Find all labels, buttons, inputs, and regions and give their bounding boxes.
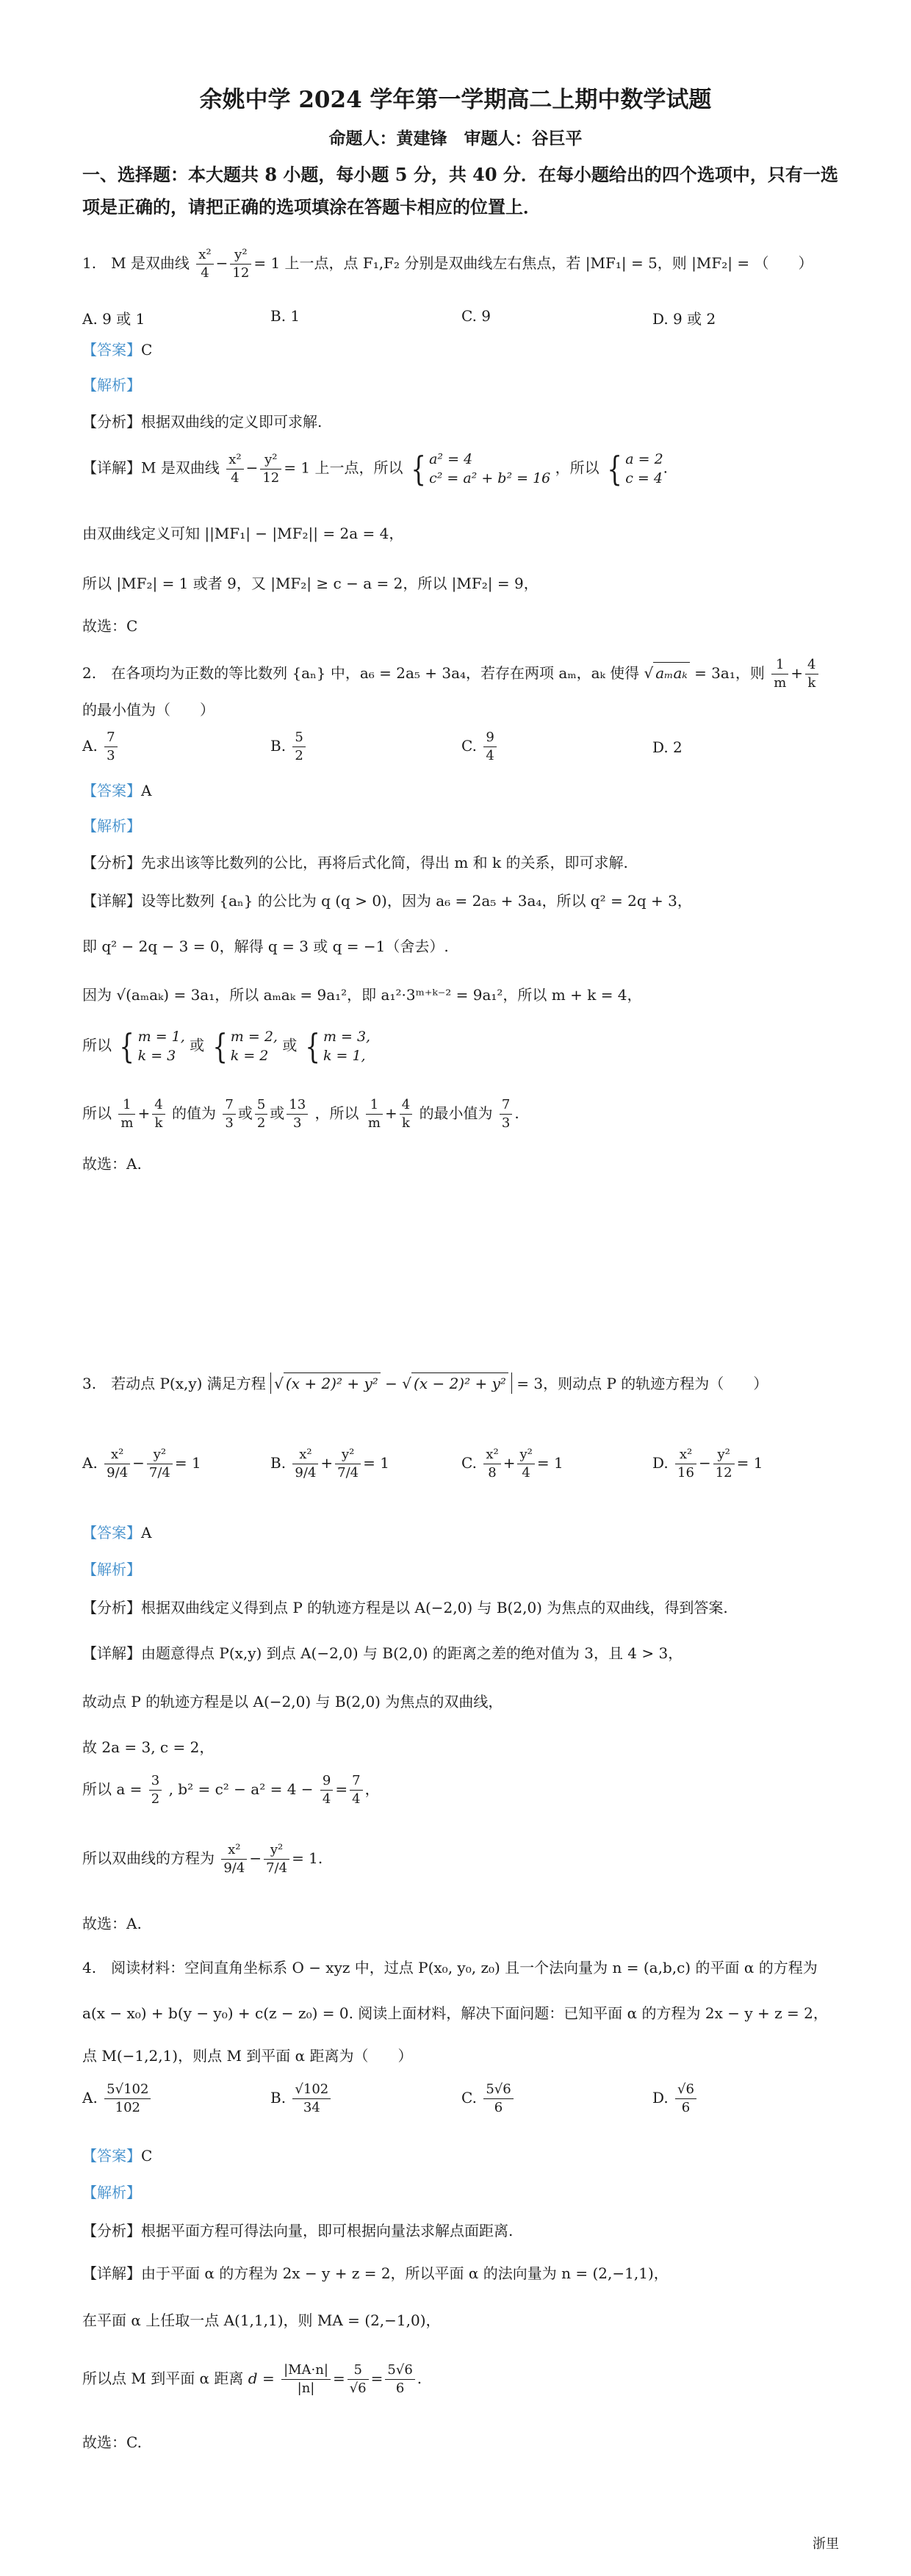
q2-answer: 【答案】A bbox=[82, 782, 152, 799]
q4-explain-label: 【解析】 bbox=[82, 2184, 141, 2201]
q3-option-b: B. $\frac{\text{x²}}{9/4}$ + $\frac{\text{y²}}{7/4}$ = 1 bbox=[270, 1447, 389, 1481]
q3-conclusion: 故选：A. bbox=[82, 1915, 142, 1932]
q3-option-c: C. $\frac{\text{x²}}{8}$ + $\frac{\text{y²}}{4}$ = 1 bbox=[461, 1447, 563, 1481]
q1-detail-line-2: 由双曲线定义可知 ||MF₁| − |MF₂|| = 2a = 4， bbox=[82, 525, 404, 542]
q1-stem: 1. M 是双曲线 $\frac{\text{x²}}{4}$ − $\frac{\text{y²}}{12}$ = 1 上一点，点 F₁,F₂ 分别是双曲线左右焦点，若 |MF₁| = 5，则 |MF₂| = （ ） bbox=[82, 247, 813, 281]
q4-option-b: B. $\frac{√102}{34}$ bbox=[270, 2081, 333, 2117]
q1-option-a: A. 9 或 1 bbox=[82, 310, 145, 328]
q1-analysis: 【分析】根据双曲线的定义即可求解. bbox=[82, 413, 323, 431]
q3-detail-line-2: 故动点 P 的轨迹方程是以 A(−2,0) 与 B(2,0) 为焦点的双曲线， bbox=[82, 1693, 503, 1710]
q1-conclusion: 故选：C bbox=[82, 617, 138, 635]
q4-detail-line-2: 在平面 α 上任取一点 A(1,1,1)，则 MA = (2,−1,0)， bbox=[82, 2311, 441, 2329]
q2-conclusion: 故选：A. bbox=[82, 1155, 142, 1173]
q1-answer: 【答案】C bbox=[82, 341, 153, 359]
q1-option-c: C. 9 bbox=[461, 307, 491, 325]
q3-detail: 【详解】由题意得点 P(x,y) 到点 A(−2,0) 与 B(2,0) 的距离之差的绝对值为 3，且 4 > 3， bbox=[82, 1644, 683, 1662]
q1-detail: 【详解】M 是双曲线 $\frac{\text{x²}}{4}$ − $\frac{\text{y²}}{12}$ = 1 上一点，所以 { a² = 4 c² = a² + b² = 16 ，所以 { a = 2 c = 4. bbox=[82, 449, 669, 489]
page-title: 余姚中学 2024 学年第一学期高二上期中数学试题 bbox=[199, 87, 712, 113]
q4-detail-line-3: 所以点 M 到平面 α 距离 d = $\frac{|MA\cdot n|}{|n|}$ = $\frac{5}{√6}$ = $\frac{5√6}{6}$ . bbox=[82, 2362, 422, 2396]
section-heading-line-1: 一、选择题：本大题共 8 小题，每小题 5 分，共 40 分．在每小题给出的四个选项中，只有一选 bbox=[82, 164, 838, 185]
authors-line: 命题人：黄建锋 审题人：谷巨平 bbox=[328, 129, 583, 148]
q4-detail: 【详解】由于平面 α 的方程为 2x − y + z = 2，所以平面 α 的法向量为 n = (2,−1,1)， bbox=[82, 2264, 669, 2282]
q3-stem: 3. 若动点 P(x,y) 满足方程 √ (x + 2)² + y² − √ (x − 2)² + y² = 3，则动点 P 的轨迹方程为（ ） bbox=[82, 1372, 768, 1394]
q3-answer: 【答案】A bbox=[82, 1524, 152, 1541]
q4-stem-line-1: 4. 阅读材料：空间直角坐标系 O − xyz 中，过点 P(x₀, y₀, z₀) 且一个法向量为 n = (a,b,c) 的平面 α 的方程为 bbox=[82, 1959, 818, 1976]
q2-detail-cases: 所以 { m = 1, k = 3 或 { m = 2, k = 2 或 { m = 3, k = 1, bbox=[82, 1026, 371, 1066]
q2-detail-line-2: 即 q² − 2q − 3 = 0，解得 q = 3 或 q = −1（舍去）. bbox=[82, 938, 449, 955]
q3-detail-line-4: 所以 a = $\frac{3}{2}$ , b² = c² − a² = 4 − $\frac{9}{4}$ = $\frac{7}{4}$ ， bbox=[82, 1773, 380, 1807]
section-heading-line-2: 项是正确的，请把正确的选项填涂在答题卡相应的位置上． bbox=[82, 196, 541, 217]
q4-stem-line-3: 点 M(−1,2,1)，则点 M 到平面 α 距离为（ ） bbox=[82, 2047, 413, 2065]
q3-option-a: A. $\frac{\text{x²}}{9/4}$ − $\frac{\text{y²}}{7/4}$ = 1 bbox=[82, 1447, 201, 1481]
q1-option-d: D. 9 或 2 bbox=[652, 310, 716, 328]
q2-detail: 【详解】设等比数列 {aₙ} 的公比为 q (q > 0)，因为 a₆ = 2a₅ + 3a₄，所以 q² = 2q + 3， bbox=[82, 892, 692, 910]
q4-stem-line-2: a(x − x₀) + b(y − y₀) + c(z − z₀) = 0. 阅读上面材料，解决下面问题：已知平面 α 的方程为 2x − y + z = 2， bbox=[82, 2004, 828, 2022]
q2-stem: 2. 在各项均为正数的等比数列 {aₙ} 中，a₆ = 2a₅ + 3a₄，若存在两项 aₘ，aₖ 使得 √ aₘaₖ = 3a₁，则 $\frac{1}{m}$ + $\frac{4}{k}$ bbox=[82, 656, 821, 692]
q2-option-d: D. 2 bbox=[652, 738, 683, 756]
q4-option-c: C. $\frac{5√6}{6}$ bbox=[461, 2081, 516, 2117]
q1-detail-line-3: 所以 |MF₂| = 1 或者 9，又 |MF₂| ≥ c − a = 2，所以 |MF₂| = 9， bbox=[82, 575, 539, 592]
q4-option-a: A. $\frac{5√102}{102}$ bbox=[82, 2081, 153, 2117]
q4-conclusion: 故选：C. bbox=[82, 2433, 142, 2451]
q1-option-b: B. 1 bbox=[270, 307, 300, 325]
q2-explain-label: 【解析】 bbox=[82, 817, 141, 835]
q3-option-d: D. $\frac{\text{x²}}{16}$ − $\frac{\text{y²}}{12}$ = 1 bbox=[652, 1447, 763, 1481]
q2-stem-line-2: 的最小值为（ ） bbox=[82, 701, 215, 719]
q3-detail-line-3: 故 2a = 3, c = 2， bbox=[82, 1738, 215, 1756]
q2-detail-line-3: 因为 √(aₘaₖ) = 3a₁，所以 aₘaₖ = 9a₁²，即 a₁²·3ᵐ⁺ᵏ⁻² = 9a₁²，所以 m + k = 4， bbox=[82, 986, 642, 1004]
q4-analysis: 【分析】根据平面方程可得法向量，即可根据向量法求解点面距离. bbox=[82, 2222, 514, 2239]
q4-answer: 【答案】C bbox=[82, 2147, 153, 2165]
q2-option-c: C. $\frac{9}{4}$ bbox=[461, 729, 499, 765]
q2-option-b: B. $\frac{5}{2}$ bbox=[270, 729, 308, 765]
q4-option-d: D. $\frac{√6}{6}$ bbox=[652, 2081, 699, 2117]
q3-detail-line-5: 所以双曲线的方程为 $\frac{\text{x²}}{9/4}$ − $\frac{\text{y²}}{7/4}$ = 1. bbox=[82, 1842, 323, 1876]
q2-detail-values: 所以 $\frac{1}{m}$ + $\frac{4}{k}$ 的值为 $\frac{7}{3}$ 或 $\frac{5}{2}$ 或 $\frac{13}{3}$ ，所以 $\frac{1}{m}$ + $\frac{4}{k}$ 的最小值为 $\frac{7}{3}$ . bbox=[82, 1097, 519, 1131]
q2-analysis: 【分析】先求出该等比数列的公比，再将后式化简，得出 m 和 k 的关系，即可求解. bbox=[82, 854, 628, 871]
q3-analysis: 【分析】根据双曲线定义得到点 P 的轨迹方程是以 A(−2,0) 与 B(2,0) 为焦点的双曲线，得到答案. bbox=[82, 1599, 728, 1616]
q2-option-a: A. $\frac{7}{3}$ bbox=[82, 729, 120, 765]
q3-explain-label: 【解析】 bbox=[82, 1561, 141, 1578]
footer-region-mark: 浙里 bbox=[813, 2536, 839, 2552]
q1-explain-label: 【解析】 bbox=[82, 376, 141, 394]
